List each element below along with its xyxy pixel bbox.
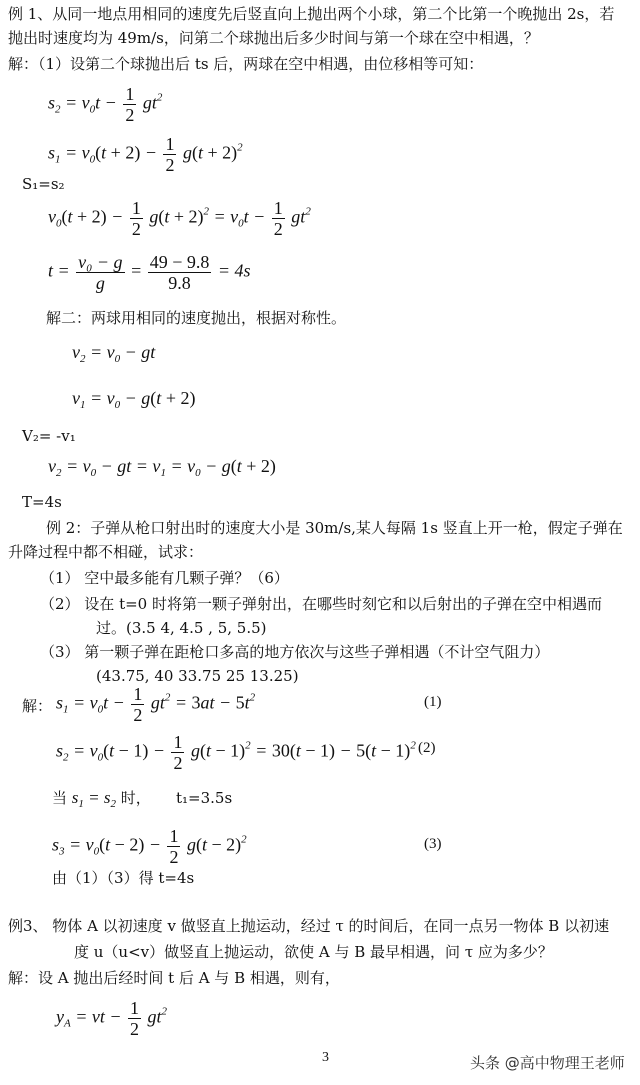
example2-question1: （1） 空中最多能有几颗子弹？（6） bbox=[40, 569, 289, 587]
example2-conclusion: 由（1）（3）得 t=4s bbox=[52, 869, 195, 887]
example3-line2: 度 u（u<v）做竖直上抛运动，欲使 A 与 B 最早相遇，问 τ 应为多少？ bbox=[74, 943, 553, 961]
equation-bullet2-s2: $s_2 = v_0(t - 1)$ − $\frac{1}{2}$ $g(t - 1)^2 = 30(t - 1) - 5(t - 1)^2$ bbox=[56, 732, 416, 773]
equation-s1: $s_1 = v_0(t + 2)$ − $\frac{1}{2}$ $g(t + 2)^2$ bbox=[48, 134, 243, 175]
t1-result: t₁=3.5s bbox=[176, 789, 233, 807]
equation-tag-2: (2) bbox=[418, 740, 436, 756]
page-number: 3 bbox=[322, 1050, 329, 1065]
equation-v1: $v_1 = v_0 - g(t + 2)$ bbox=[72, 388, 196, 411]
example1-solution2-intro: 解二：两球用相同的速度抛出，根据对称性。 bbox=[46, 309, 347, 327]
example2-line2: 升降过程中都不相碰，试求： bbox=[8, 543, 204, 561]
watermark: 头条 @高中物理王老师 bbox=[470, 1054, 625, 1072]
example1-solution1-intro: 解：（1）设第二个球抛出后 ts 后，两球在空中相遇，由位移相等可知： bbox=[8, 55, 484, 73]
example1-line2: 抛出时速度均为 49m/s，问第二个球抛出后多少时间与第一个球在空中相遇，？ bbox=[8, 29, 539, 47]
example2-line1: 例 2：子弹从枪口射出时的速度大小是 30m/s,某人每隔 1s 竖直上开一枪，假定子弹在 bbox=[46, 519, 623, 537]
example1-line1: 例 1、从同一地点用相同的速度先后竖直向上抛出两个小球，第二个比第一个晚抛出 2s，若 bbox=[8, 5, 615, 23]
equation-s2: $s_2 = v_0t$ − $\frac{1}{2}$ $gt^2$ bbox=[48, 84, 163, 125]
example2-question3-answers: (43.75, 40 33.75 25 13.25) bbox=[96, 667, 299, 685]
example3-line1: 例3、 物体 A 以初速度 v 做竖直上抛运动，经过 τ 的时间后，在同一点另一物体 B 以初速 bbox=[8, 917, 610, 935]
example2-solution-prefix: 解： bbox=[22, 697, 53, 715]
equation-bullet3-s3: $s_3 = v_0(t - 2)$ − $\frac{1}{2}$ $g(t - 2)^2$ bbox=[52, 826, 247, 867]
example2-question2-line1: （2） 设在 t=0 时将第一颗子弹射出，在哪些时刻它和以后射出的子弹在空中相遇而 bbox=[40, 595, 602, 613]
equation-v2: $v_2 = v_0$ − gt bbox=[72, 342, 156, 365]
equation-equal-displacement: $v_0(t + 2)$ − $\frac{1}{2}$ $g(t + 2)^2 = v_0t$ − $\frac{1}{2}$ $gt^2$ bbox=[48, 198, 311, 239]
equation-velocity-equality: $v_2 = v_0$ − gt = $v_1 = v_0 - g(t + 2)$ bbox=[48, 456, 276, 479]
example2-question2-line2: 过。(3.5 4, 4.5 , 5, 5.5) bbox=[96, 619, 267, 637]
example3-solution-intro: 解：设 A 抛出后经时间 t 后 A 与 B 相遇，则有， bbox=[8, 969, 340, 987]
when-s1-equals-s2: 当 $s_1 = s_2$ 时， bbox=[52, 788, 151, 810]
equation-t-solution: t = $\frac{\text{v₀ − g}}{g}$ = $\frac{49 - 9.8}{9.8}$ = 4s bbox=[48, 252, 251, 293]
equation-tag-1: (1) bbox=[424, 694, 442, 710]
s1-equals-s2: S₁=s₂ bbox=[22, 175, 65, 193]
t-final: T=4s bbox=[22, 493, 62, 511]
equation-bullet1-s1: $s_1 = v_0t$ − $\frac{1}{2}$ $gt^2 = 3at - 5t^2$ bbox=[56, 684, 256, 725]
equation-tag-3: (3) bbox=[424, 836, 442, 852]
example2-question3: （3） 第一颗子弹在距枪口多高的地方依次与这些子弹相遇（不计空气阻力） bbox=[40, 643, 550, 661]
equation-yA: $y_A$ = vt − $\frac{1}{2}$ $gt^2$ bbox=[56, 998, 168, 1039]
v2-equals-neg-v1: V₂= -v₁ bbox=[22, 427, 76, 445]
